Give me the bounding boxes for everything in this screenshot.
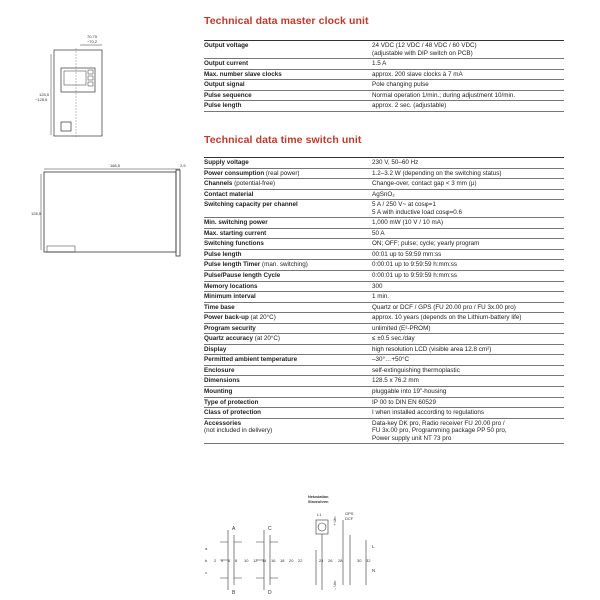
front-dim-left: 128,5 xyxy=(39,92,50,97)
row-value: approx. 2 sec. (adjustable) xyxy=(372,101,564,112)
table-cell xyxy=(204,179,372,190)
master-table xyxy=(204,40,564,112)
cell-text: Type of protection xyxy=(204,398,259,406)
side-letter-b: b xyxy=(205,558,208,563)
table-cell xyxy=(204,189,372,200)
table-cell xyxy=(204,168,372,179)
label-D: D xyxy=(268,590,272,595)
table-cell xyxy=(372,200,564,218)
table-row xyxy=(204,158,564,169)
front-view-drawing xyxy=(30,30,140,140)
table-cell xyxy=(204,260,372,271)
table-cell: 50 A xyxy=(372,228,564,239)
row-label: Output current xyxy=(204,60,249,68)
row-value-2: (adjustable with DIP switch on PCB) xyxy=(372,49,473,57)
svg-text:10: 10 xyxy=(244,558,249,563)
row-label: Max. number slave clocks xyxy=(204,70,282,78)
table-cell: 1 min. xyxy=(372,292,564,303)
table-cell: 1,000 mW (10 V / 10 mA) xyxy=(372,218,564,229)
cell-text: Switching functions xyxy=(204,240,264,248)
cell-text: Time base xyxy=(204,303,235,311)
table-cell: I when installed according to regulations xyxy=(372,408,564,419)
cell-text: Data-key DK pro, Radio receiver FU 20.00 pro / xyxy=(372,419,505,427)
terminal-numbers xyxy=(214,558,371,563)
table-cell xyxy=(204,218,372,229)
cell-text: (not included in delivery) xyxy=(204,427,273,435)
label-gps: GPS xyxy=(345,511,354,516)
table-row xyxy=(204,90,564,101)
table-row xyxy=(204,179,564,190)
cell-text: Accessories xyxy=(204,419,242,427)
side-letter-a: a xyxy=(205,546,208,551)
table-cell xyxy=(204,158,372,169)
svg-text:32: 32 xyxy=(366,558,371,563)
table-cell xyxy=(204,200,372,218)
table-row xyxy=(204,101,564,112)
front-dim-top2: ~70,2 xyxy=(86,39,98,44)
svg-text:18: 18 xyxy=(280,558,285,563)
front-dim-left2: ~128,6 xyxy=(35,97,48,102)
table-cell: unlimited (E²-PROM) xyxy=(372,323,564,334)
table-cell xyxy=(204,365,372,376)
row-label: Pulse length xyxy=(204,102,242,110)
table-row xyxy=(204,292,564,303)
table-row xyxy=(204,344,564,355)
wiring-header-1: Netzstation xyxy=(308,495,329,499)
table-cell xyxy=(204,239,372,250)
table-cell: IP 00 to DIN EN 60529 xyxy=(372,397,564,408)
svg-text:14: 14 xyxy=(262,558,267,563)
label-dcf: DCF xyxy=(345,516,354,521)
table-cell: high resolution LCD (visible area 12.8 cm²) xyxy=(372,344,564,355)
label-C: C xyxy=(268,526,272,532)
table-row xyxy=(204,397,564,408)
table-cell xyxy=(204,387,372,398)
table-cell: AgSnO₂ xyxy=(372,189,564,200)
table-row xyxy=(204,200,564,218)
cell-text: Supply voltage xyxy=(204,159,249,166)
table-cell: 0:00:01 up to 9:59:59 h:mm:ss xyxy=(372,260,564,271)
side-view-drawing xyxy=(30,160,190,260)
table-row xyxy=(204,239,564,250)
table-row xyxy=(204,260,564,271)
cell-text: Mounting xyxy=(204,388,233,396)
cell-text: FU 3x.00 pro, Programming package PP 50 pro, xyxy=(372,427,507,435)
cell-text: (at 20°C) xyxy=(253,335,281,343)
label-minus-uin: – Uin xyxy=(332,580,337,590)
cell-text: Class of protection xyxy=(204,409,262,417)
table-row xyxy=(204,313,564,324)
cell-text: Quartz accuracy xyxy=(204,335,254,343)
table-cell: –30°…+50°C xyxy=(372,355,564,366)
table-row xyxy=(204,59,564,70)
cell-text: Display xyxy=(204,345,227,353)
table-cell xyxy=(204,313,372,324)
table-cell: self-extinguishing thermoplastic xyxy=(372,365,564,376)
side-board xyxy=(44,172,176,252)
svg-text:12: 12 xyxy=(253,558,258,563)
svg-text:22: 22 xyxy=(298,558,303,563)
cell-text: 5 A / 250 V~ at cosφ=1 xyxy=(372,201,436,209)
master-title: Technical data master clock unit xyxy=(204,15,369,27)
table-cell: ≤ ±0.5 sec./day xyxy=(372,334,564,345)
table-cell: 230 V, 50–60 Hz xyxy=(372,158,564,169)
cell-text: 5 A with inductive load cosφ=0.6 xyxy=(372,208,463,216)
table-cell xyxy=(204,249,372,260)
row-value: 24 VDC (12 VDC / 48 VDC / 60 VDC) xyxy=(372,42,477,49)
row-label: Pulse sequence xyxy=(204,91,252,99)
label-A: A xyxy=(232,526,236,532)
cell-text: Min. switching power xyxy=(204,219,268,227)
table-cell: 128.5 x 76.2 mm xyxy=(372,376,564,387)
table-cell: 00:01 up to 59:59 mm:ss xyxy=(372,249,564,260)
cell-text: Switching capacity per channel xyxy=(204,201,298,209)
cell-text: Permitted ambient temperature xyxy=(204,356,298,364)
cell-text: Memory locations xyxy=(204,282,258,290)
table-cell xyxy=(204,59,372,70)
cell-text: Channels xyxy=(204,180,233,188)
table-row xyxy=(204,334,564,345)
cell-text: Power supply unit NT 73 pro xyxy=(372,434,452,442)
table-cell xyxy=(204,281,372,292)
table-row xyxy=(204,355,564,366)
cell-text: (at 20°C) xyxy=(248,314,276,322)
front-socket xyxy=(61,122,71,131)
cell-text: (real power) xyxy=(264,169,300,177)
table-row xyxy=(204,41,564,59)
table-row xyxy=(204,189,564,200)
table-cell xyxy=(204,408,372,419)
table-cell: 1.2–3.2 W (depending on the switching status) xyxy=(372,168,564,179)
svg-text:4: 4 xyxy=(221,558,224,563)
table-cell xyxy=(204,90,372,101)
table-cell xyxy=(372,41,564,59)
cell-text: Contact material xyxy=(204,190,254,198)
wiring-diagram xyxy=(198,490,398,595)
table-cell: Quartz or DCF / GPS (FU 20.00 pro / FU 3x.00 pro) xyxy=(372,302,564,313)
cell-text: Pulse length xyxy=(204,250,242,258)
table-row xyxy=(204,168,564,179)
table-cell xyxy=(204,355,372,366)
timeswitch-title: Technical data time switch unit xyxy=(204,134,362,146)
table-cell xyxy=(204,101,372,112)
table-cell xyxy=(204,334,372,345)
row-value: approx. 200 slave clocks à 7 mA xyxy=(372,69,564,80)
svg-text:24: 24 xyxy=(319,558,324,563)
label-L: L xyxy=(372,544,375,549)
front-dim-top: 70,75 xyxy=(86,34,98,39)
table-row xyxy=(204,218,564,229)
row-value: 1.5 A xyxy=(372,59,564,70)
cell-text: Max. starting current xyxy=(204,229,267,237)
table-cell: 0:00:01 up to 9:59:59 h:mm:ss xyxy=(372,271,564,282)
svg-text:6: 6 xyxy=(228,558,231,563)
svg-text:16: 16 xyxy=(271,558,276,563)
label-B: B xyxy=(232,590,236,595)
table-cell xyxy=(204,271,372,282)
table-cell xyxy=(204,80,372,91)
side-dim-left: 128,5 xyxy=(31,211,42,216)
label-plus-uin: + Uin xyxy=(332,516,337,526)
svg-text:2: 2 xyxy=(214,558,217,563)
svg-text:8: 8 xyxy=(235,558,238,563)
cell-text: (potential-free) xyxy=(232,180,276,188)
cell-text: Power consumption xyxy=(204,169,265,177)
table-cell xyxy=(204,344,372,355)
table-cell xyxy=(204,228,372,239)
row-value: Normal operation 1/min.; during adjustment 10/min. xyxy=(372,90,564,101)
label-N: N xyxy=(372,568,376,573)
table-cell: Change-over, contact gap < 3 mm (µ) xyxy=(372,179,564,190)
table-cell xyxy=(372,418,564,444)
table-cell: ON; OFF; pulse; cycle; yearly program xyxy=(372,239,564,250)
svg-text:30: 30 xyxy=(357,558,362,563)
table-row xyxy=(204,323,564,334)
table-row xyxy=(204,376,564,387)
svg-text:28: 28 xyxy=(338,558,343,563)
table-row xyxy=(204,281,564,292)
table-cell xyxy=(204,323,372,334)
cell-text: Power back-up xyxy=(204,314,249,322)
wiring-header-2: Slaveuhren xyxy=(308,500,329,504)
table-cell xyxy=(204,69,372,80)
side-dim-right: 2,5 xyxy=(180,163,186,168)
table-row xyxy=(204,228,564,239)
table-cell: approx. 10 years (depends on the Lithium-battery life) xyxy=(372,313,564,324)
table-row xyxy=(204,249,564,260)
svg-text:20: 20 xyxy=(289,558,294,563)
table-row xyxy=(204,408,564,419)
cell-text: Minimum interval xyxy=(204,293,256,301)
side-front-plate xyxy=(176,170,180,256)
table-row xyxy=(204,418,564,444)
table-cell xyxy=(204,292,372,303)
cell-text: Pulse/Pause length Cycle xyxy=(204,272,281,280)
row-label: Output signal xyxy=(204,81,245,89)
row-label: Output voltage xyxy=(204,42,249,49)
timeswitch-table xyxy=(204,157,564,444)
table-row xyxy=(204,387,564,398)
side-letter-c: c xyxy=(205,570,207,575)
cell-text: (man. switching) xyxy=(260,261,308,269)
row-value: Pole changing pulse xyxy=(372,80,564,91)
table-row xyxy=(204,80,564,91)
cell-text: Pulse length Timer xyxy=(204,261,261,269)
table-cell xyxy=(204,397,372,408)
side-dim-top: 168,5 xyxy=(109,163,121,168)
table-row xyxy=(204,69,564,80)
table-cell: 300 xyxy=(372,281,564,292)
table-cell: pluggable into 19"-housing xyxy=(372,387,564,398)
cell-text: Enclosure xyxy=(204,366,235,374)
label-l1: L1 xyxy=(317,512,322,517)
table-row xyxy=(204,271,564,282)
table-row xyxy=(204,302,564,313)
table-cell xyxy=(204,376,372,387)
svg-text:26: 26 xyxy=(328,558,333,563)
table-cell xyxy=(204,418,372,444)
cell-text: Program security xyxy=(204,324,256,332)
table-row xyxy=(204,365,564,376)
table-cell xyxy=(204,41,372,59)
table-cell xyxy=(204,302,372,313)
cell-text: Dimensions xyxy=(204,377,240,385)
